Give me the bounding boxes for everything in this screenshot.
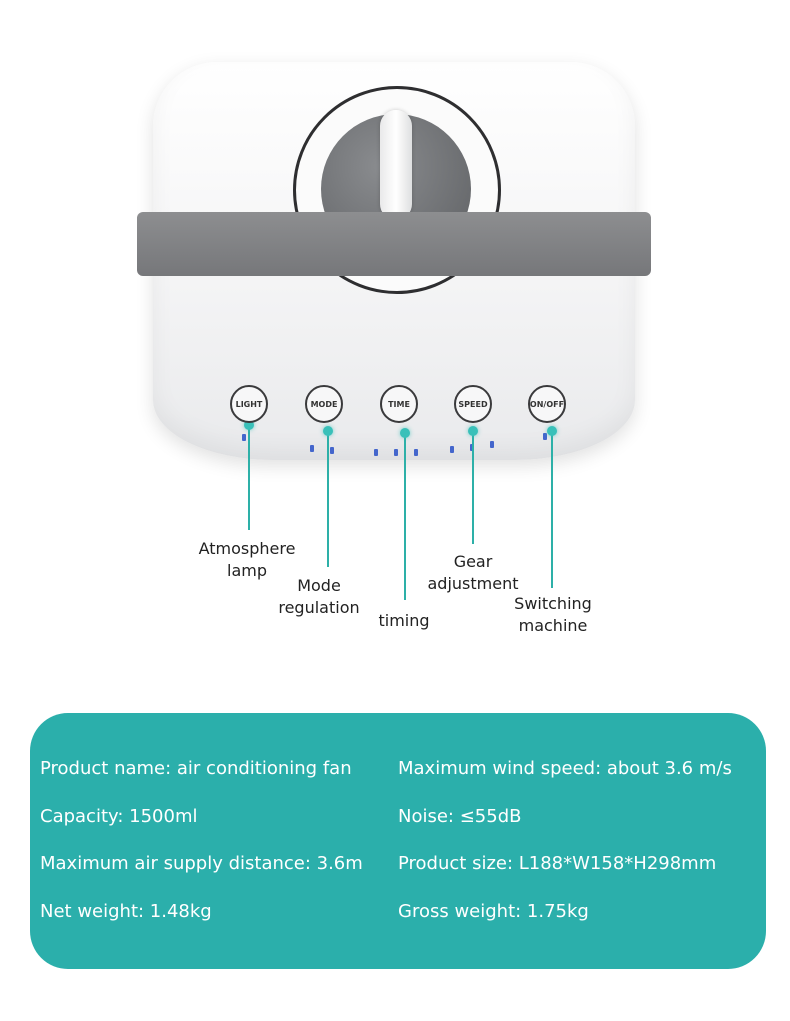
mode-button[interactable]: MODE [305,385,343,423]
leader-line-light [248,424,250,530]
label-line: machine [518,616,588,635]
indicator-light [490,441,494,448]
indicator-light [543,433,547,440]
onoff-button[interactable]: ON/OFF [528,385,566,423]
label-gear-adjustment [418,551,528,595]
leader-line-speed [472,434,474,544]
spec-capacity: Capacity: 1500ml [40,806,198,827]
indicator-light [414,449,418,456]
leader-line-onoff [551,434,553,588]
spec-air-supply-distance: Maximum air supply distance: 3.6m [40,853,363,874]
label-line: regulation [278,598,360,617]
label-line: adjustment [427,574,519,593]
dial-knob[interactable] [380,110,412,220]
spec-product-name: Product name: air conditioning fan [40,758,352,779]
label-mode-regulation [262,575,376,619]
time-button[interactable]: TIME [380,385,418,423]
label-line: Atmosphere [198,539,296,558]
carry-strap [137,212,651,276]
label-line: timing [378,611,430,630]
indicator-dot-time [400,428,410,438]
spec-noise: Noise: ≤55dB [398,806,522,827]
label-line: Gear [453,552,493,571]
indicator-light [450,446,454,453]
spec-net-weight: Net weight: 1.48kg [40,901,212,922]
spec-panel [30,713,766,969]
indicator-light [330,447,334,454]
indicator-light [242,434,246,441]
indicator-light [394,449,398,456]
label-switching-machine [500,593,606,637]
light-button[interactable]: LIGHT [230,385,268,423]
indicator-light [374,449,378,456]
leader-line-mode [327,432,329,567]
spec-gross-weight: Gross weight: 1.75kg [398,901,589,922]
indicator-dot-onoff [547,426,557,436]
label-line: Mode [297,576,341,595]
label-line: Switching [514,594,592,613]
speed-button[interactable]: SPEED [454,385,492,423]
indicator-dot-speed [468,426,478,436]
label-timing [360,610,448,632]
spec-wind-speed: Maximum wind speed: about 3.6 m/s [398,758,732,779]
indicator-dot-mode [323,426,333,436]
indicator-light [310,445,314,452]
leader-line-time [404,436,406,600]
spec-product-size: Product size: L188*W158*H298mm [398,853,717,874]
label-line: lamp [227,561,267,580]
